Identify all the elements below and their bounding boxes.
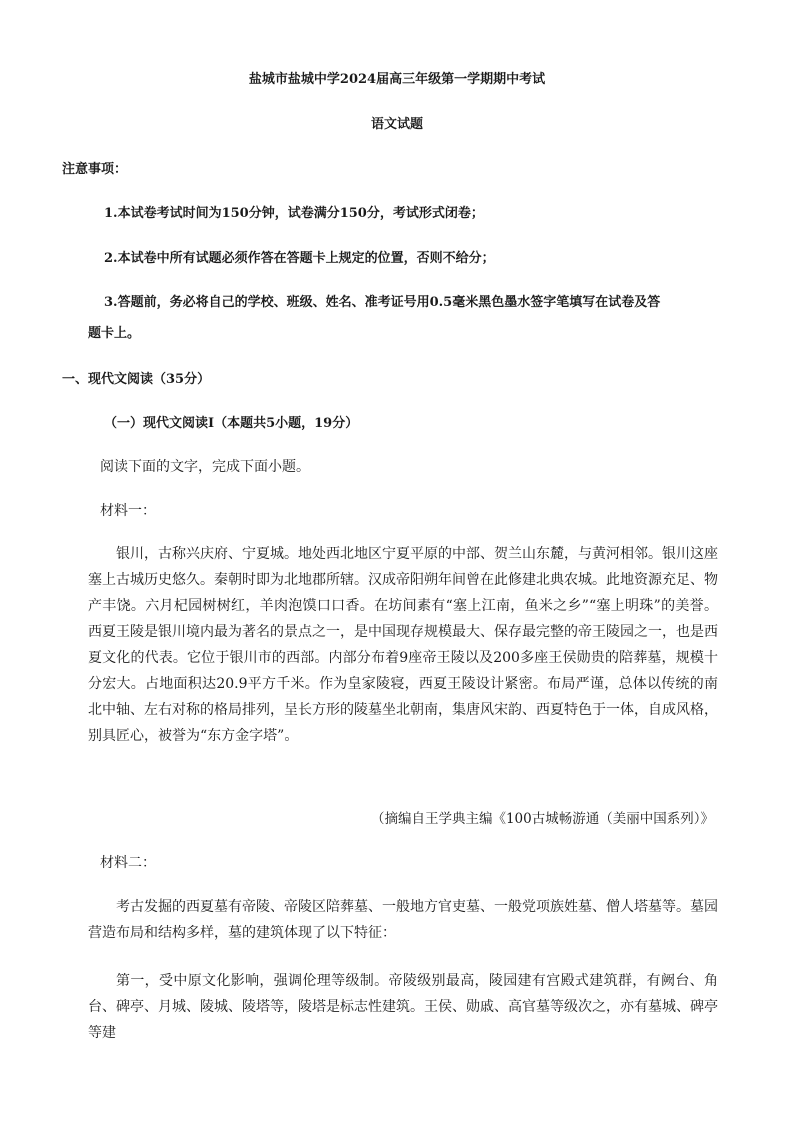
exam-subtitle: 语文试题 xyxy=(370,117,423,132)
material-2-paragraph-2: 第一，受中原文化影响，强调伦理等级制。帝陵级别最高，陵园建有宫殿式建筑群，有阙台、角台、碑亭、月城、陵城、陵塔等，陵塔是标志性建筑。王侯、勋戚、高官墓等级次之，亦有墓城、碑亭等建 xyxy=(88,973,718,1041)
notice-item-3-continued: 题卡上。 xyxy=(88,326,141,341)
material-2-label: 材料二： xyxy=(100,855,156,871)
notice-item-2: 2.本试卷中所有试题必须作答在答题卡上规定的位置，否则不给分； xyxy=(104,251,495,266)
reading-instruction: 阅读下面的文字，完成下面小题。 xyxy=(100,459,310,475)
notice-item-1: 1.本试卷考试时间为150分钟，试卷满分150分，考试形式闭卷； xyxy=(104,206,484,221)
notice-heading: 注意事项： xyxy=(62,162,128,177)
section-heading: 一、现代文阅读（35分） xyxy=(62,372,211,387)
material-2-paragraph-1: 考古发掘的西夏墓有帝陵、帝陵区陪葬墓、一般地方官吏墓、一般党项族姓墓、僧人塔墓等。墓园营造布局和结构多样，墓的建筑体现了以下特征： xyxy=(88,899,718,941)
exam-title: 盐城市盐城中学2024届高三年级第一学期期中考试 xyxy=(248,72,546,87)
material-1-source: （摘编自王学典主编《100古城畅游通（美丽中国系列）》 xyxy=(370,811,714,827)
material-1-text: 银川，古称兴庆府、宁夏城。地处西北地区宁夏平原的中部、贺兰山东麓，与黄河相邻。银川这座塞上古城历史悠久。秦朝时即为北地郡所辖。汉成帝阳朔年间曾在此修建北典农城。此地资源充足、物产丰饶。六月杞园树树红，羊肉泡馍口口香。在坊间素有“塞上江南，鱼米之乡”“塞上明珠”的美誉。西夏王陵是银川境内最为著名的景点之一，是中国现存规模最大、保存最完整的帝王陵园之一，也是西夏文化的代表。它位于银川市的西部。内部分布着9座帝王陵以及200多座王侯勋贵的陪葬墓，规模十分宏大。占地面积达20.9平方千米。作为皇家陵寝，西夏王陵设计紧密。布局严谨，总体以传统的南北中轴、左右对称的格局排列，呈长方形的陵墓坐北朝南，集唐风宋韵、西夏特色于一体，自成风格，别具匠心，被誉为“东方金字塔”。 xyxy=(88,546,718,744)
notice-item-3: 3.答题前，务必将自己的学校、班级、姓名、准考证号用0.5毫米黑色墨水签字笔填写在试卷及答 xyxy=(104,295,661,310)
section-subheading: （一）现代文阅读Ⅰ（本题共5小题，19分） xyxy=(104,416,359,431)
material-1-label: 材料一： xyxy=(100,503,156,519)
